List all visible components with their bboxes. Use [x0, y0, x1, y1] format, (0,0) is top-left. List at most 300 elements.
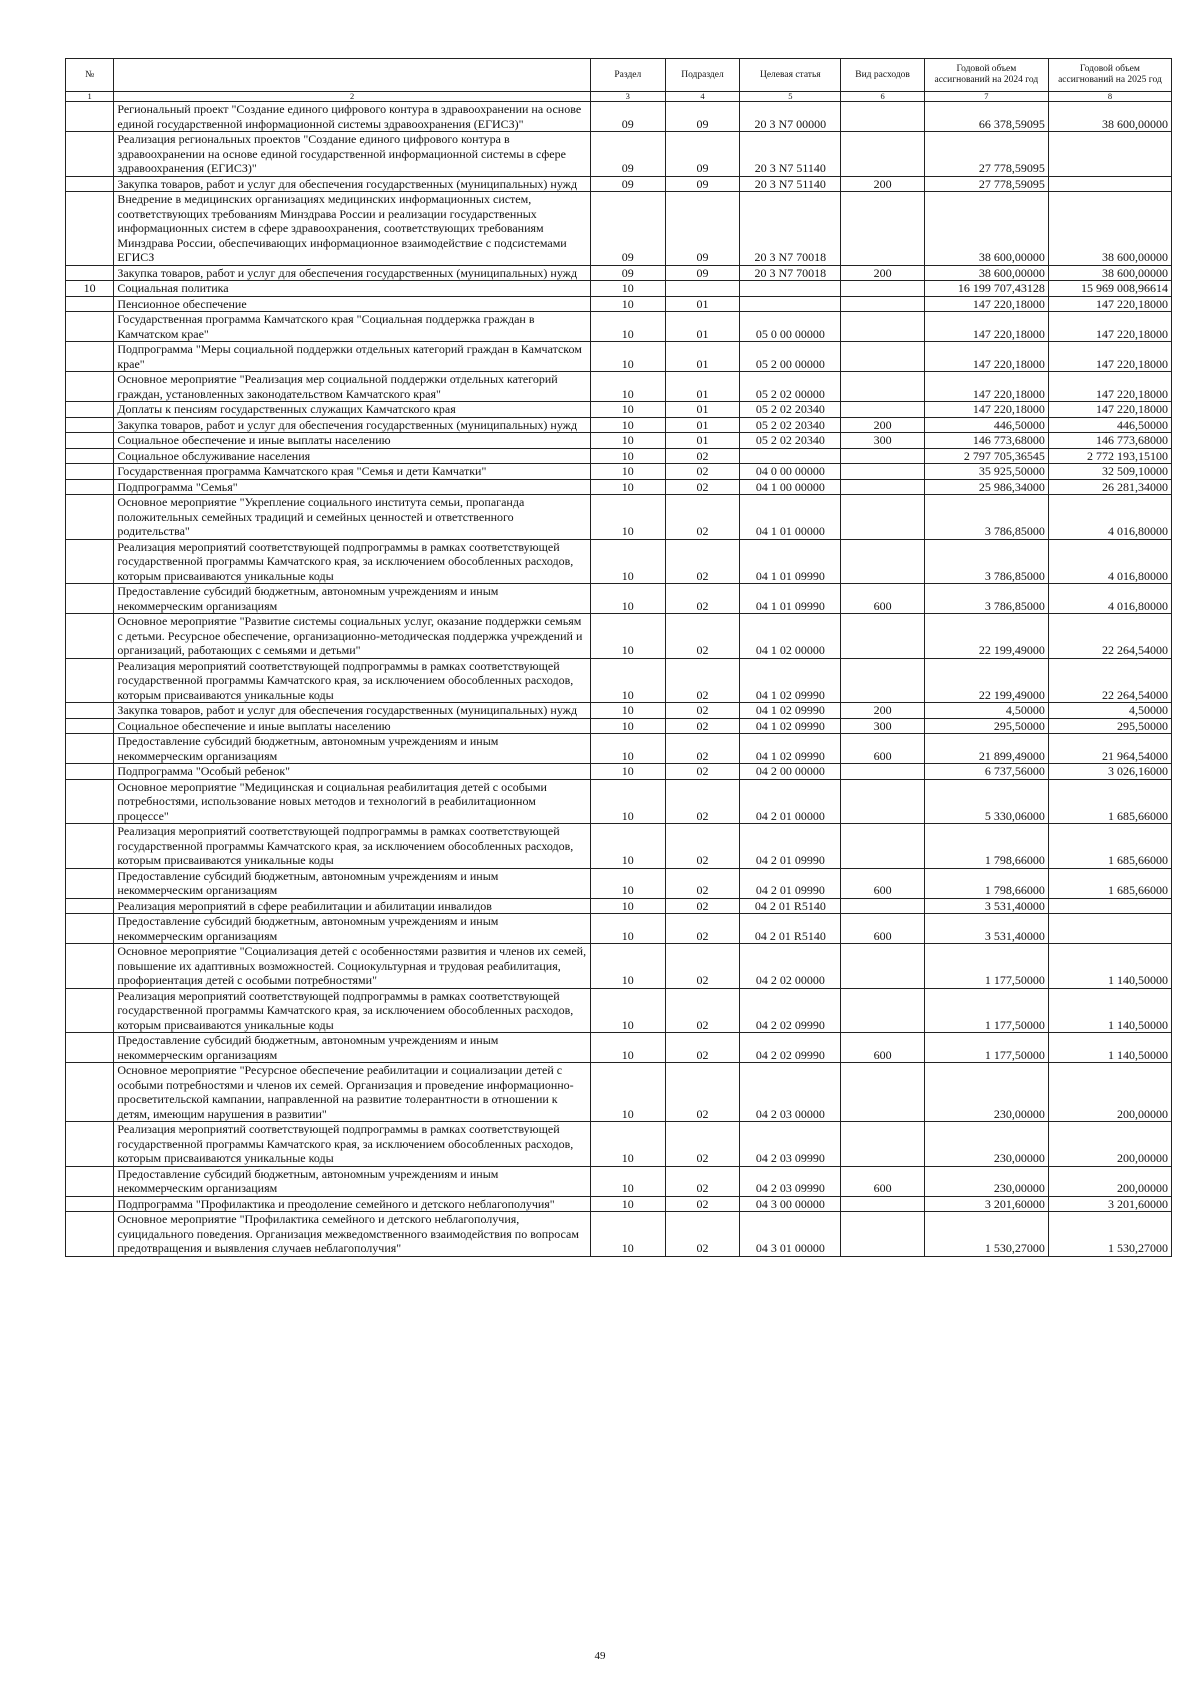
row-amount-2024: 22 199,49000 [924, 658, 1048, 703]
row-description: Основное мероприятие "Реализация мер социальной поддержки отдельных категорий граждан, установленных законодательством Камчатского края" [114, 372, 591, 402]
row-target-article: 04 1 02 09990 [740, 718, 841, 734]
row-amount-2025: 1 685,66000 [1048, 868, 1171, 898]
row-amount-2024: 6 737,56000 [924, 764, 1048, 780]
row-section: 10 [590, 417, 665, 433]
row-subsection: 02 [665, 1212, 740, 1257]
row-number [66, 703, 114, 719]
row-target-article: 05 0 00 00000 [740, 312, 841, 342]
row-subsection: 02 [665, 779, 740, 824]
row-description: Основное мероприятие "Укрепление социального института семьи, пропаганда положительных семейных традиций и семейных ценностей и ответственного родительства" [114, 495, 591, 540]
row-amount-2025: 4 016,80000 [1048, 539, 1171, 584]
row-amount-2024: 230,00000 [924, 1063, 1048, 1122]
row-target-article: 04 2 02 09990 [740, 988, 841, 1033]
row-description: Основное мероприятие "Ресурсное обеспечение реабилитации и социализации детей с особыми потребностями и членов их семей. Организация и проведение информационно-просветительской кампании, направленной на развитие толерантности в отношении к детям, имеющим нарушения в развитии" [114, 1063, 591, 1122]
row-subsection: 09 [665, 176, 740, 192]
row-amount-2025: 4,50000 [1048, 703, 1171, 719]
row-subsection: 02 [665, 764, 740, 780]
row-amount-2024: 1 530,27000 [924, 1212, 1048, 1257]
row-section: 10 [590, 614, 665, 659]
row-subsection: 02 [665, 914, 740, 944]
table-row [66, 1212, 1172, 1257]
row-expense-type [841, 1212, 924, 1257]
column-index: 6 [841, 92, 924, 102]
row-description: Социальное обеспечение и иные выплаты населению [114, 718, 591, 734]
row-target-article [740, 448, 841, 464]
row-expense-type [841, 479, 924, 495]
row-number [66, 265, 114, 281]
row-subsection: 02 [665, 944, 740, 989]
row-subsection: 02 [665, 539, 740, 584]
row-amount-2025: 295,50000 [1048, 718, 1171, 734]
row-subsection: 02 [665, 495, 740, 540]
budget-table [65, 58, 1172, 1257]
row-amount-2025: 146 773,68000 [1048, 433, 1171, 449]
row-target-article: 04 3 00 00000 [740, 1196, 841, 1212]
row-amount-2025: 38 600,00000 [1048, 102, 1171, 132]
row-section: 10 [590, 718, 665, 734]
row-amount-2024: 1 177,50000 [924, 944, 1048, 989]
row-number [66, 914, 114, 944]
column-index: 2 [114, 92, 591, 102]
row-section: 10 [590, 1033, 665, 1063]
table-row [66, 312, 1172, 342]
col-2025-header: Годовой объем ассигнований на 2025 год [1048, 59, 1171, 92]
row-section: 10 [590, 342, 665, 372]
row-number [66, 372, 114, 402]
row-section: 10 [590, 296, 665, 312]
col-section-header: Раздел [590, 59, 665, 92]
row-number [66, 1033, 114, 1063]
table-row [66, 658, 1172, 703]
row-number [66, 192, 114, 266]
row-description: Предоставление субсидий бюджетным, автономным учреждениям и иным некоммерческим организациям [114, 1166, 591, 1196]
row-section: 09 [590, 132, 665, 177]
col-2024-header: Годовой объем ассигнований на 2024 год [924, 59, 1048, 92]
table-row [66, 281, 1172, 297]
row-description: Реализация мероприятий соответствующей подпрограммы в рамках соответствующей государственной программы Камчатского края, за исключением обособленных расходов, которым присваиваются уникальные коды [114, 539, 591, 584]
row-subsection: 01 [665, 342, 740, 372]
row-description: Подпрограмма "Меры социальной поддержки отдельных категорий граждан в Камчатском крае" [114, 342, 591, 372]
table-row [66, 614, 1172, 659]
row-description: Закупка товаров, работ и услуг для обеспечения государственных (муниципальных) нужд [114, 703, 591, 719]
row-amount-2025: 1 685,66000 [1048, 824, 1171, 869]
row-amount-2024: 38 600,00000 [924, 192, 1048, 266]
row-target-article: 05 2 02 20340 [740, 402, 841, 418]
row-target-article: 04 1 02 09990 [740, 734, 841, 764]
row-number [66, 417, 114, 433]
row-subsection: 02 [665, 1166, 740, 1196]
row-section: 10 [590, 944, 665, 989]
row-expense-type: 300 [841, 433, 924, 449]
row-target-article: 04 2 01 09990 [740, 868, 841, 898]
row-number [66, 944, 114, 989]
table-row [66, 464, 1172, 480]
row-target-article: 20 3 N7 70018 [740, 192, 841, 266]
row-description: Доплаты к пенсиям государственных служащих Камчатского края [114, 402, 591, 418]
table-row [66, 448, 1172, 464]
table-row [66, 944, 1172, 989]
row-amount-2024: 16 199 707,43128 [924, 281, 1048, 297]
row-section: 10 [590, 479, 665, 495]
col-number-header: № [66, 59, 114, 92]
row-target-article: 04 2 03 00000 [740, 1063, 841, 1122]
row-target-article: 05 2 02 20340 [740, 433, 841, 449]
table-row [66, 824, 1172, 869]
row-section: 10 [590, 1166, 665, 1196]
row-amount-2025 [1048, 132, 1171, 177]
row-amount-2024: 3 786,85000 [924, 584, 1048, 614]
row-subsection: 02 [665, 448, 740, 464]
row-section: 10 [590, 402, 665, 418]
row-number [66, 402, 114, 418]
row-amount-2024: 295,50000 [924, 718, 1048, 734]
row-subsection [665, 281, 740, 297]
row-description: Социальное обеспечение и иные выплаты населению [114, 433, 591, 449]
row-description: Предоставление субсидий бюджетным, автономным учреждениям и иным некоммерческим организациям [114, 914, 591, 944]
row-number [66, 176, 114, 192]
table-row [66, 914, 1172, 944]
row-expense-type: 300 [841, 718, 924, 734]
row-amount-2025: 446,50000 [1048, 417, 1171, 433]
row-expense-type [841, 296, 924, 312]
row-target-article: 04 2 01 R5140 [740, 898, 841, 914]
column-index: 7 [924, 92, 1048, 102]
row-target-article: 04 2 00 00000 [740, 764, 841, 780]
row-section: 10 [590, 584, 665, 614]
row-section: 10 [590, 988, 665, 1033]
row-subsection: 02 [665, 734, 740, 764]
row-section: 10 [590, 464, 665, 480]
row-amount-2024: 147 220,18000 [924, 372, 1048, 402]
row-subsection: 01 [665, 402, 740, 418]
row-description: Социальная политика [114, 281, 591, 297]
row-amount-2024: 3 531,40000 [924, 914, 1048, 944]
row-number [66, 988, 114, 1033]
row-target-article: 04 0 00 00000 [740, 464, 841, 480]
col-description-header [114, 59, 591, 92]
row-amount-2025: 15 969 008,96614 [1048, 281, 1171, 297]
row-description: Основное мероприятие "Профилактика семейного и детского неблагополучия, суицидального поведения. Организация межведомственного взаимодействия по вопросам предотвращения и выявления случаев неблагополучия" [114, 1212, 591, 1257]
row-subsection: 02 [665, 464, 740, 480]
row-description: Предоставление субсидий бюджетным, автономным учреждениям и иным некоммерческим организациям [114, 734, 591, 764]
row-number [66, 342, 114, 372]
row-expense-type: 200 [841, 417, 924, 433]
row-subsection: 02 [665, 1033, 740, 1063]
row-amount-2024: 3 201,60000 [924, 1196, 1048, 1212]
row-expense-type [841, 192, 924, 266]
row-expense-type [841, 1196, 924, 1212]
row-section: 10 [590, 281, 665, 297]
row-section: 10 [590, 495, 665, 540]
row-amount-2024: 1 798,66000 [924, 824, 1048, 869]
table-row [66, 734, 1172, 764]
row-description: Реализация мероприятий соответствующей подпрограммы в рамках соответствующей государственной программы Камчатского края, за исключением обособленных расходов, которым присваиваются уникальные коды [114, 658, 591, 703]
row-amount-2024: 147 220,18000 [924, 342, 1048, 372]
row-number [66, 495, 114, 540]
row-target-article: 04 2 02 09990 [740, 1033, 841, 1063]
row-section: 10 [590, 734, 665, 764]
row-expense-type [841, 342, 924, 372]
row-amount-2024: 1 177,50000 [924, 1033, 1048, 1063]
table-row [66, 495, 1172, 540]
row-target-article: 05 2 02 20340 [740, 417, 841, 433]
row-description: Реализация мероприятий в сфере реабилитации и абилитации инвалидов [114, 898, 591, 914]
row-amount-2025: 1 140,50000 [1048, 944, 1171, 989]
column-index: 5 [740, 92, 841, 102]
row-description: Закупка товаров, работ и услуг для обеспечения государственных (муниципальных) нужд [114, 265, 591, 281]
column-numbering-row [66, 92, 1172, 102]
row-amount-2024: 21 899,49000 [924, 734, 1048, 764]
table-row [66, 898, 1172, 914]
row-expense-type: 600 [841, 1033, 924, 1063]
row-target-article: 04 1 00 00000 [740, 479, 841, 495]
row-number [66, 464, 114, 480]
row-subsection: 02 [665, 703, 740, 719]
row-target-article: 04 1 02 09990 [740, 703, 841, 719]
row-target-article: 04 2 01 00000 [740, 779, 841, 824]
row-description: Подпрограмма "Профилактика и преодоление семейного и детского неблагополучия" [114, 1196, 591, 1212]
row-expense-type [841, 779, 924, 824]
row-amount-2024: 446,50000 [924, 417, 1048, 433]
row-description: Закупка товаров, работ и услуг для обеспечения государственных (муниципальных) нужд [114, 176, 591, 192]
row-amount-2025: 38 600,00000 [1048, 265, 1171, 281]
row-number [66, 658, 114, 703]
row-number [66, 734, 114, 764]
row-expense-type [841, 312, 924, 342]
row-amount-2025: 26 281,34000 [1048, 479, 1171, 495]
row-amount-2025: 2 772 193,15100 [1048, 448, 1171, 464]
row-description: Предоставление субсидий бюджетным, автономным учреждениям и иным некоммерческим организациям [114, 584, 591, 614]
row-number [66, 868, 114, 898]
row-number [66, 718, 114, 734]
row-target-article: 04 1 01 09990 [740, 584, 841, 614]
row-subsection: 01 [665, 296, 740, 312]
row-amount-2025: 147 220,18000 [1048, 342, 1171, 372]
row-target-article: 05 2 02 00000 [740, 372, 841, 402]
row-amount-2024: 2 797 705,36545 [924, 448, 1048, 464]
row-expense-type [841, 614, 924, 659]
row-section: 10 [590, 433, 665, 449]
row-description: Государственная программа Камчатского края "Семья и дети Камчатки" [114, 464, 591, 480]
row-section: 10 [590, 1212, 665, 1257]
row-expense-type: 600 [841, 868, 924, 898]
row-amount-2025: 200,00000 [1048, 1166, 1171, 1196]
row-description: Предоставление субсидий бюджетным, автономным учреждениям и иным некоммерческим организациям [114, 868, 591, 898]
row-amount-2025: 1 140,50000 [1048, 1033, 1171, 1063]
row-target-article: 20 3 N7 70018 [740, 265, 841, 281]
table-row [66, 265, 1172, 281]
row-number [66, 448, 114, 464]
table-row [66, 1063, 1172, 1122]
row-amount-2024: 25 986,34000 [924, 479, 1048, 495]
row-subsection: 02 [665, 614, 740, 659]
row-number [66, 296, 114, 312]
row-target-article: 04 1 02 09990 [740, 658, 841, 703]
row-section: 10 [590, 764, 665, 780]
row-target-article: 20 3 N7 00000 [740, 102, 841, 132]
row-number [66, 102, 114, 132]
row-subsection: 02 [665, 584, 740, 614]
row-expense-type [841, 448, 924, 464]
row-amount-2024: 147 220,18000 [924, 312, 1048, 342]
row-subsection: 02 [665, 988, 740, 1033]
row-expense-type: 600 [841, 914, 924, 944]
row-target-article: 04 1 01 00000 [740, 495, 841, 540]
row-section: 10 [590, 703, 665, 719]
table-row [66, 479, 1172, 495]
row-subsection: 09 [665, 265, 740, 281]
row-amount-2024: 3 786,85000 [924, 539, 1048, 584]
row-expense-type [841, 539, 924, 584]
row-expense-type [841, 764, 924, 780]
row-number [66, 824, 114, 869]
row-subsection: 02 [665, 1122, 740, 1167]
row-section: 09 [590, 102, 665, 132]
table-row [66, 192, 1172, 266]
row-description: Реализация мероприятий соответствующей подпрограммы в рамках соответствующей государственной программы Камчатского края, за исключением обособленных расходов, которым присваиваются уникальные коды [114, 988, 591, 1033]
row-target-article [740, 281, 841, 297]
row-expense-type [841, 944, 924, 989]
row-subsection: 09 [665, 102, 740, 132]
row-expense-type: 200 [841, 703, 924, 719]
col-target-article-header: Целевая статья [740, 59, 841, 92]
col-subsection-header: Подраздел [665, 59, 740, 92]
row-section: 10 [590, 448, 665, 464]
row-expense-type [841, 1122, 924, 1167]
row-subsection: 01 [665, 417, 740, 433]
table-row [66, 584, 1172, 614]
row-description: Внедрение в медицинских организациях медицинских информационных систем, соответствующих требованиям Минздрава России и реализации государственных информационных систем в сфере здравоохранения, соответствующих требованиям Минздрава России, обеспечивающих информационное взаимодействие с подсистемами ЕГИСЗ [114, 192, 591, 266]
row-expense-type [841, 402, 924, 418]
row-section: 10 [590, 539, 665, 584]
row-description: Пенсионное обеспечение [114, 296, 591, 312]
row-number [66, 539, 114, 584]
row-target-article: 04 2 03 09990 [740, 1122, 841, 1167]
row-amount-2024: 3 786,85000 [924, 495, 1048, 540]
row-expense-type: 600 [841, 584, 924, 614]
row-amount-2025: 22 264,54000 [1048, 658, 1171, 703]
row-amount-2025: 22 264,54000 [1048, 614, 1171, 659]
row-section: 10 [590, 372, 665, 402]
row-number [66, 764, 114, 780]
row-section: 10 [590, 1122, 665, 1167]
row-amount-2025: 147 220,18000 [1048, 312, 1171, 342]
row-target-article: 04 2 03 09990 [740, 1166, 841, 1196]
table-row [66, 539, 1172, 584]
row-subsection: 01 [665, 433, 740, 449]
row-amount-2024: 27 778,59095 [924, 132, 1048, 177]
row-target-article: 04 2 01 09990 [740, 824, 841, 869]
row-expense-type [841, 824, 924, 869]
row-amount-2025: 1 685,66000 [1048, 779, 1171, 824]
row-amount-2025: 1 530,27000 [1048, 1212, 1171, 1257]
row-description: Подпрограмма "Семья" [114, 479, 591, 495]
row-target-article: 04 1 02 00000 [740, 614, 841, 659]
row-number [66, 132, 114, 177]
row-amount-2024: 22 199,49000 [924, 614, 1048, 659]
row-subsection: 02 [665, 898, 740, 914]
table-row [66, 417, 1172, 433]
table-row [66, 988, 1172, 1033]
row-amount-2024: 3 531,40000 [924, 898, 1048, 914]
row-expense-type: 600 [841, 734, 924, 764]
row-amount-2025: 3 026,16000 [1048, 764, 1171, 780]
row-amount-2025: 32 509,10000 [1048, 464, 1171, 480]
table-row [66, 1166, 1172, 1196]
table-row [66, 718, 1172, 734]
row-description: Государственная программа Камчатского края "Социальная поддержка граждан в Камчатском крае" [114, 312, 591, 342]
row-number [66, 1196, 114, 1212]
row-section: 10 [590, 868, 665, 898]
row-subsection: 02 [665, 658, 740, 703]
row-amount-2025: 38 600,00000 [1048, 192, 1171, 266]
row-description: Реализация мероприятий соответствующей подпрограммы в рамках соответствующей государственной программы Камчатского края, за исключением обособленных расходов, которым присваиваются уникальные коды [114, 824, 591, 869]
row-expense-type [841, 464, 924, 480]
row-amount-2025: 21 964,54000 [1048, 734, 1171, 764]
row-subsection: 02 [665, 868, 740, 898]
row-target-article: 04 3 01 00000 [740, 1212, 841, 1257]
row-amount-2025: 200,00000 [1048, 1122, 1171, 1167]
row-section: 10 [590, 914, 665, 944]
table-row [66, 779, 1172, 824]
row-number [66, 1166, 114, 1196]
row-section: 10 [590, 898, 665, 914]
row-amount-2025: 147 220,18000 [1048, 296, 1171, 312]
table-row [66, 1196, 1172, 1212]
table-row [66, 1122, 1172, 1167]
row-subsection: 09 [665, 192, 740, 266]
row-amount-2025 [1048, 898, 1171, 914]
row-amount-2024: 1 177,50000 [924, 988, 1048, 1033]
row-number [66, 433, 114, 449]
row-expense-type: 200 [841, 265, 924, 281]
row-expense-type: 600 [841, 1166, 924, 1196]
row-description: Основное мероприятие "Социализация детей с особенностями развития и членов их семей, повышение их адаптивных возможностей. Социокультурная и трудовая реабилитация, профориентация детей с особыми потребностями" [114, 944, 591, 989]
row-expense-type [841, 132, 924, 177]
row-subsection: 02 [665, 718, 740, 734]
row-section: 09 [590, 176, 665, 192]
row-description: Закупка товаров, работ и услуг для обеспечения государственных (муниципальных) нужд [114, 417, 591, 433]
row-target-article: 04 1 01 09990 [740, 539, 841, 584]
row-number: 10 [66, 281, 114, 297]
row-section: 10 [590, 824, 665, 869]
row-section: 10 [590, 779, 665, 824]
row-number [66, 1212, 114, 1257]
row-subsection: 01 [665, 312, 740, 342]
table-row [66, 433, 1172, 449]
column-index: 3 [590, 92, 665, 102]
row-number [66, 898, 114, 914]
row-section: 10 [590, 658, 665, 703]
row-description: Подпрограмма "Особый ребенок" [114, 764, 591, 780]
row-amount-2024: 38 600,00000 [924, 265, 1048, 281]
row-subsection: 02 [665, 1063, 740, 1122]
row-subsection: 01 [665, 372, 740, 402]
row-amount-2024: 5 330,06000 [924, 779, 1048, 824]
row-subsection: 02 [665, 1196, 740, 1212]
table-row [66, 342, 1172, 372]
table-row [66, 176, 1172, 192]
row-amount-2024: 1 798,66000 [924, 868, 1048, 898]
row-number [66, 614, 114, 659]
row-amount-2024: 66 378,59095 [924, 102, 1048, 132]
row-section: 10 [590, 1063, 665, 1122]
table-body [66, 102, 1172, 1257]
table-row [66, 868, 1172, 898]
column-index: 1 [66, 92, 114, 102]
row-amount-2025: 1 140,50000 [1048, 988, 1171, 1033]
row-subsection: 02 [665, 479, 740, 495]
